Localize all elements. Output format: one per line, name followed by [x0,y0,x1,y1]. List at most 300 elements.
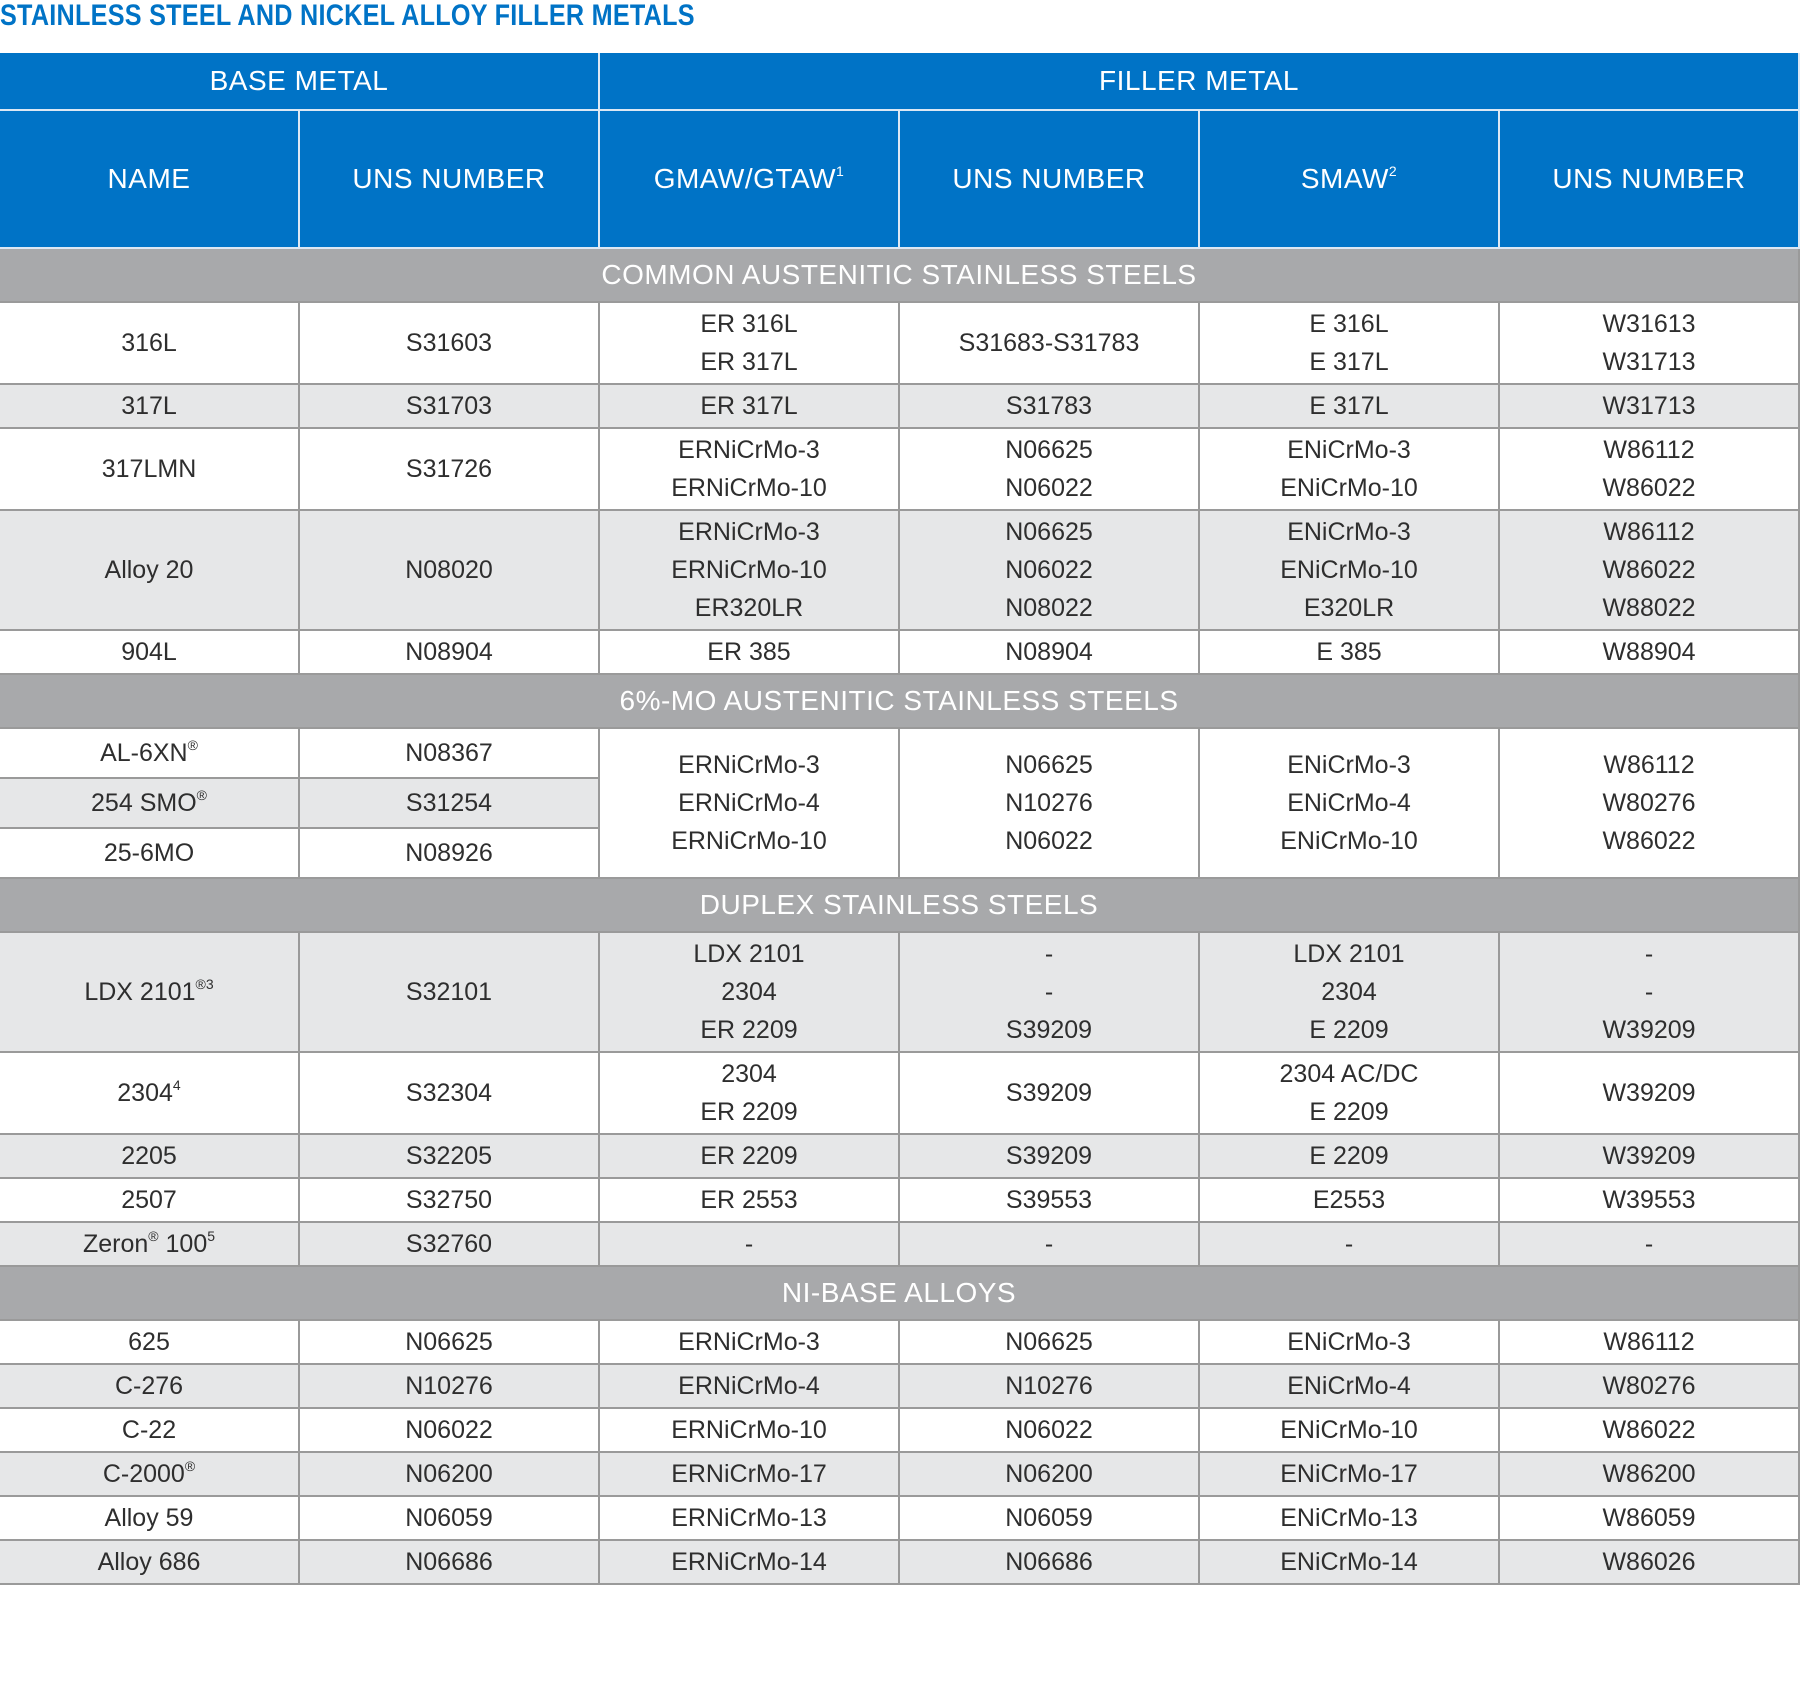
gmaw-uns-number-line: N06200 [1005,1460,1093,1488]
base-uns-number [300,1179,600,1223]
gmaw-uns-number-line: N06625 [1005,751,1093,779]
smaw-filler-line: 2304 [1321,978,1377,1006]
smaw-filler-line: ENiCrMo-3 [1287,436,1411,464]
smaw-uns-number-line: W86022 [1602,474,1696,502]
base-uns-number-line: S32101 [405,978,493,1006]
gmaw-uns-number [900,1179,1200,1223]
base-metal-header [0,53,600,111]
column-header-text: GMAW/GTAW [653,163,837,194]
gmaw-uns-number-line: - [1044,940,1054,968]
smaw-uns-number [1500,511,1800,631]
smaw-filler-line: ENiCrMo-17 [1280,1460,1418,1488]
gmaw-uns-number-line: S39209 [1005,1079,1093,1107]
smaw-uns-number [1500,303,1800,385]
base-metal-name-text: 254 SMO [91,789,197,817]
smaw-filler-line: ENiCrMo-14 [1280,1548,1418,1576]
gmaw-filler-line: ERNiCrMo-3 [678,436,820,464]
base-metal-name-text: 317L [121,392,177,420]
base-uns-number [300,1497,600,1541]
gmaw-filler [600,511,900,631]
column-header-line [952,160,1145,198]
gmaw-uns-number-line: N06625 [1005,518,1093,546]
smaw-filler-line: - [1344,1230,1354,1258]
smaw-filler [1200,1135,1500,1179]
base-uns-number-line: S32750 [405,1186,493,1214]
smaw-uns-number-line: W80276 [1602,789,1696,817]
gmaw-uns-number [900,1135,1200,1179]
base-uns-number-line: N08367 [405,739,493,767]
base-uns-number [300,779,600,829]
base-metal-name-text: 2507 [121,1186,177,1214]
base-metal-name [0,1053,300,1135]
base-metal-name-line [117,1074,180,1112]
smaw-uns-number-line: W86059 [1602,1504,1696,1532]
smaw-uns-number-line: W86022 [1602,827,1696,855]
smaw-uns-number [1500,1409,1800,1453]
base-metal-name [0,1365,300,1409]
gmaw-uns-number-line: S39553 [1005,1186,1093,1214]
smaw-filler [1200,1321,1500,1365]
base-metal-name-line [121,387,177,425]
smaw-filler-line: ENiCrMo-4 [1287,1372,1411,1400]
base-metal-name [0,933,300,1053]
base-uns-number-line: S31703 [405,392,493,420]
gmaw-uns-number [900,1053,1200,1135]
gmaw-filler-line: ERNiCrMo-17 [671,1460,827,1488]
base-metal-name [0,779,300,829]
smaw-filler [1200,933,1500,1053]
smaw-filler [1200,1409,1500,1453]
gmaw-filler-line: ER 2209 [700,1142,798,1170]
smaw-uns-number-line: W86022 [1602,1416,1696,1444]
base-metal-name-text: C-2000 [102,1460,185,1488]
base-uns-number [300,1365,600,1409]
base-uns-number [300,511,600,631]
base-metal-name-line [91,784,207,822]
column-header-line [654,160,845,198]
smaw-uns-number-line: W86026 [1602,1548,1696,1576]
gmaw-uns-number-line: N06022 [1005,827,1093,855]
base-uns-number [300,1135,600,1179]
base-metal-name-text: 316L [121,329,177,357]
gmaw-filler [600,1223,900,1267]
smaw-filler [1200,1179,1500,1223]
smaw-filler-line: ENiCrMo-10 [1280,556,1418,584]
gmaw-uns-number-line: N06022 [1005,1416,1093,1444]
smaw-uns-number-line: W39209 [1602,1142,1696,1170]
smaw-filler [1200,1365,1500,1409]
gmaw-filler [600,1365,900,1409]
gmaw-filler [600,1409,900,1453]
base-metal-name [0,303,300,385]
smaw-uns-number-line: W31613 [1602,310,1696,338]
base-uns-number-line: N10276 [405,1372,493,1400]
gmaw-filler-line: ER 317L [700,392,798,420]
column-header [0,111,300,249]
gmaw-filler-line: ERNiCrMo-13 [671,1504,827,1532]
smaw-uns-number [1500,1135,1800,1179]
base-uns-number [300,385,600,429]
smaw-uns-number [1500,1053,1800,1135]
base-uns-number-line: N08904 [405,638,493,666]
gmaw-uns-number [900,1497,1200,1541]
smaw-filler-line: LDX 2101 [1293,940,1405,968]
base-uns-number-line: S32760 [405,1230,493,1258]
smaw-filler [1200,631,1500,675]
column-header-line [1301,160,1397,198]
smaw-filler-line: E 385 [1316,638,1382,666]
base-uns-number-line: N06625 [405,1328,493,1356]
gmaw-uns-number [900,1541,1200,1585]
column-header-text: UNS NUMBER [952,163,1146,194]
base-uns-number-line: S32304 [405,1079,493,1107]
base-metal-name-superscript: 5 [207,1227,216,1244]
column-header-line [108,160,191,198]
column-header [1500,111,1800,249]
base-metal-name-line [122,1411,176,1449]
gmaw-filler-line: ER 2553 [700,1186,798,1214]
gmaw-uns-number-line: N08904 [1005,638,1093,666]
base-metal-name-line [121,324,177,362]
column-header [300,111,600,249]
base-uns-number-line: N08926 [405,839,493,867]
section-header [0,249,1800,303]
smaw-uns-number [1500,429,1800,511]
base-metal-name-superscript: ® [184,1457,196,1474]
gmaw-uns-number [900,1409,1200,1453]
smaw-uns-number [1500,1497,1800,1541]
section-title: COMMON AUSTENITIC STAINLESS STEELS [601,259,1197,290]
smaw-uns-number [1500,1321,1800,1365]
base-metal-name [0,729,300,779]
column-header-text: UNS NUMBER [1552,163,1746,194]
base-uns-number-line: S31254 [405,789,493,817]
base-uns-number [300,1053,600,1135]
smaw-filler-line: ENiCrMo-10 [1280,474,1418,502]
gmaw-uns-number-line: S39209 [1005,1016,1093,1044]
base-metal-name-superscript: 4 [172,1076,181,1093]
base-metal-name-line [98,1543,201,1581]
gmaw-uns-number-line: S31683-S31783 [958,329,1140,357]
base-metal-name-text: Zeron [82,1230,149,1258]
gmaw-filler [600,1497,900,1541]
base-metal-name [0,1497,300,1541]
gmaw-uns-number [900,429,1200,511]
base-metal-name-line [121,1181,177,1219]
column-header-text: NAME [107,163,191,194]
base-metal-name-text: 2304 [117,1079,173,1107]
base-metal-name-line [102,450,197,488]
base-metal-name-text: Alloy 686 [97,1548,201,1576]
smaw-uns-number-line: - [1644,1230,1654,1258]
smaw-uns-number [1500,729,1800,879]
smaw-uns-number-line: W88904 [1602,638,1696,666]
section-title: 6%-MO AUSTENITIC STAINLESS STEELS [619,685,1179,716]
gmaw-uns-number-line: N06686 [1005,1548,1093,1576]
base-uns-number-line: S31726 [405,455,493,483]
smaw-filler-line: 2304 AC/DC [1279,1060,1419,1088]
page-title: STAINLESS STEEL AND NICKEL ALLOY FILLER METALS [0,0,695,32]
gmaw-uns-number-line: N08022 [1005,594,1093,622]
smaw-filler-line: ENiCrMo-3 [1287,1328,1411,1356]
base-metal-name-superscript: ® [148,1227,159,1244]
gmaw-uns-number [900,511,1200,631]
base-uns-number [300,631,600,675]
base-metal-header-line: BASE METAL [209,65,389,96]
section-header [0,1267,1800,1321]
gmaw-filler [600,1179,900,1223]
base-uns-number-line: N06059 [405,1504,493,1532]
base-uns-number-line: N08020 [405,556,493,584]
gmaw-filler-line: ER320LR [694,594,804,622]
gmaw-uns-number [900,385,1200,429]
smaw-uns-number-line: W31713 [1602,392,1696,420]
base-metal-name-line [104,834,194,872]
gmaw-filler-line: ER 2209 [700,1016,798,1044]
gmaw-uns-number [900,729,1200,879]
gmaw-filler [600,385,900,429]
column-header [900,111,1200,249]
gmaw-filler-line: LDX 2101 [693,940,805,968]
gmaw-filler [600,933,900,1053]
gmaw-filler-line: 2304 [721,1060,777,1088]
smaw-uns-number-line: W80276 [1602,1372,1696,1400]
base-metal-name-line [103,1455,195,1493]
section-header [0,675,1800,729]
smaw-filler-line: ENiCrMo-10 [1280,827,1418,855]
column-header-superscript: 2 [1388,162,1398,179]
smaw-filler [1200,303,1500,385]
base-metal-name-text: C-276 [114,1372,184,1400]
smaw-filler-line: ENiCrMo-3 [1287,518,1411,546]
gmaw-filler-line: ER 316L [700,310,798,338]
filler-metal-table [0,53,1800,1689]
column-header-superscript: 1 [836,162,845,179]
section-header [0,879,1800,933]
base-uns-number [300,829,600,879]
gmaw-filler [600,1053,900,1135]
gmaw-uns-number [900,1321,1200,1365]
smaw-uns-number [1500,1453,1800,1497]
base-uns-number [300,933,600,1053]
column-header-text: UNS NUMBER [352,163,546,194]
smaw-filler-line: E 2209 [1309,1016,1389,1044]
gmaw-filler [600,729,900,879]
base-metal-name [0,1409,300,1453]
filler-metal-header-line: FILLER METAL [1099,65,1299,96]
smaw-filler-line: E 2209 [1309,1142,1389,1170]
base-uns-number [300,1541,600,1585]
base-metal-name [0,1179,300,1223]
smaw-uns-number [1500,1541,1800,1585]
smaw-uns-number-line: W39553 [1602,1186,1696,1214]
base-metal-name-text: Alloy 59 [104,1504,194,1532]
smaw-uns-number [1500,631,1800,675]
smaw-uns-number-line: W86112 [1603,1328,1695,1356]
base-uns-number [300,429,600,511]
gmaw-uns-number [900,631,1200,675]
smaw-uns-number-line: W86112 [1603,518,1695,546]
gmaw-filler-line: ERNiCrMo-10 [671,556,827,584]
smaw-uns-number-line: - [1644,978,1654,1006]
base-uns-number-line: N06686 [405,1548,493,1576]
base-metal-name-line [121,1137,177,1175]
gmaw-filler-line: ERNiCrMo-3 [678,518,820,546]
smaw-filler-line: E 316L [1309,310,1389,338]
base-uns-number-line: N06200 [405,1460,493,1488]
base-metal-name [0,1541,300,1585]
smaw-filler-line: E 317L [1309,348,1389,376]
gmaw-filler-line: ERNiCrMo-3 [678,1328,820,1356]
smaw-filler [1200,1223,1500,1267]
smaw-filler [1200,429,1500,511]
column-header [600,111,900,249]
base-metal-name-text: 2205 [121,1142,177,1170]
smaw-uns-number-line: W39209 [1602,1016,1696,1044]
gmaw-uns-number-line: S39209 [1005,1142,1093,1170]
base-metal-name-superscript: ®3 [195,975,214,992]
base-metal-name-superscript: ® [196,786,207,803]
column-header-text: SMAW [1300,163,1389,194]
base-uns-number [300,1409,600,1453]
base-metal-name [0,1135,300,1179]
base-metal-name-line [105,551,194,589]
gmaw-uns-number [900,1453,1200,1497]
smaw-uns-number-line: W86112 [1603,436,1695,464]
gmaw-uns-number-line: N10276 [1005,1372,1093,1400]
gmaw-filler [600,429,900,511]
smaw-filler-line: E 2209 [1309,1098,1389,1126]
smaw-filler-line: E 317L [1309,392,1389,420]
smaw-filler [1200,1453,1500,1497]
section-title: NI-BASE ALLOYS [781,1277,1017,1308]
smaw-filler [1200,729,1500,879]
gmaw-filler-line: - [744,1230,754,1258]
gmaw-uns-number-line: N10276 [1005,789,1093,817]
gmaw-filler [600,1321,900,1365]
gmaw-filler-line: ERNiCrMo-10 [671,827,827,855]
filler-metal-header [600,53,1800,111]
column-header-line [1552,160,1745,198]
smaw-filler-line: E2553 [1312,1186,1386,1214]
column-header-line [352,160,545,198]
base-metal-name-text: 904L [121,638,177,666]
smaw-uns-number-line: W39209 [1602,1079,1696,1107]
smaw-filler-line: ENiCrMo-3 [1287,751,1411,779]
base-metal-name-text: LDX 2101 [84,978,196,1006]
smaw-filler-line: E320LR [1303,594,1395,622]
gmaw-uns-number-line: N06059 [1005,1504,1093,1532]
base-metal-name-line [128,1323,170,1361]
base-metal-name-line [115,1367,183,1405]
gmaw-filler-line: 2304 [721,978,777,1006]
base-metal-name-text: Alloy 20 [104,556,194,584]
base-metal-name-line [121,633,177,671]
gmaw-uns-number-line: - [1044,978,1054,1006]
gmaw-filler [600,1453,900,1497]
smaw-filler-line: ENiCrMo-13 [1280,1504,1418,1532]
base-metal-name-line [105,1499,194,1537]
smaw-filler-line: ENiCrMo-10 [1280,1416,1418,1444]
gmaw-uns-number [900,303,1200,385]
base-metal-name-superscript: ® [187,736,198,753]
smaw-uns-number [1500,1223,1800,1267]
gmaw-uns-number-line: N06022 [1005,474,1093,502]
gmaw-filler-line: ERNiCrMo-14 [671,1548,827,1576]
base-metal-name-text: 317LMN [101,455,197,483]
gmaw-filler [600,631,900,675]
base-metal-name [0,631,300,675]
gmaw-uns-number-line: N06625 [1005,436,1093,464]
base-metal-name-line [83,1225,215,1263]
gmaw-uns-number [900,933,1200,1053]
base-metal-name-text: 25-6MO [103,839,195,867]
gmaw-uns-number-line: - [1044,1230,1054,1258]
base-metal-name [0,429,300,511]
gmaw-uns-number-line: S31783 [1005,392,1093,420]
section-title: DUPLEX STAINLESS STEELS [699,889,1099,920]
gmaw-filler-line: ERNiCrMo-10 [671,474,827,502]
smaw-uns-number [1500,933,1800,1053]
gmaw-filler-line: ER 2209 [700,1098,798,1126]
smaw-filler [1200,1053,1500,1135]
base-uns-number [300,1321,600,1365]
base-metal-name [0,1453,300,1497]
smaw-uns-number-line: W86112 [1603,751,1695,779]
gmaw-filler-line: ERNiCrMo-10 [671,1416,827,1444]
gmaw-filler [600,303,900,385]
gmaw-uns-number [900,1223,1200,1267]
smaw-filler [1200,385,1500,429]
base-uns-number-line: N06022 [405,1416,493,1444]
smaw-uns-number [1500,1179,1800,1223]
base-metal-name-line [100,734,198,772]
base-metal-name [0,829,300,879]
base-metal-name-text: AL-6XN [100,739,188,767]
base-metal-name-text: 100 [158,1230,208,1258]
base-uns-number [300,1453,600,1497]
smaw-uns-number-line: W88022 [1602,594,1696,622]
smaw-uns-number [1500,385,1800,429]
column-header [1200,111,1500,249]
gmaw-filler-line: ERNiCrMo-4 [678,1372,820,1400]
base-metal-name [0,1321,300,1365]
smaw-filler [1200,1497,1500,1541]
gmaw-filler [600,1541,900,1585]
base-metal-name-text: C-22 [121,1416,177,1444]
gmaw-filler [600,1135,900,1179]
gmaw-filler-line: ER 317L [700,348,798,376]
gmaw-filler-line: ERNiCrMo-3 [678,751,820,779]
smaw-uns-number-line: W86022 [1602,556,1696,584]
base-metal-name [0,511,300,631]
base-metal-name [0,1223,300,1267]
base-uns-number-line: S31603 [405,329,493,357]
smaw-uns-number-line: W31713 [1602,348,1696,376]
gmaw-uns-number-line: N06625 [1005,1328,1093,1356]
gmaw-uns-number-line: N06022 [1005,556,1093,584]
smaw-uns-number-line: W86200 [1602,1460,1696,1488]
smaw-filler-line: ENiCrMo-4 [1287,789,1411,817]
base-uns-number [300,729,600,779]
smaw-filler [1200,511,1500,631]
gmaw-uns-number [900,1365,1200,1409]
base-uns-number [300,303,600,385]
base-uns-number [300,1223,600,1267]
base-uns-number-line: S32205 [405,1142,493,1170]
gmaw-filler-line: ERNiCrMo-4 [678,789,820,817]
smaw-filler [1200,1541,1500,1585]
